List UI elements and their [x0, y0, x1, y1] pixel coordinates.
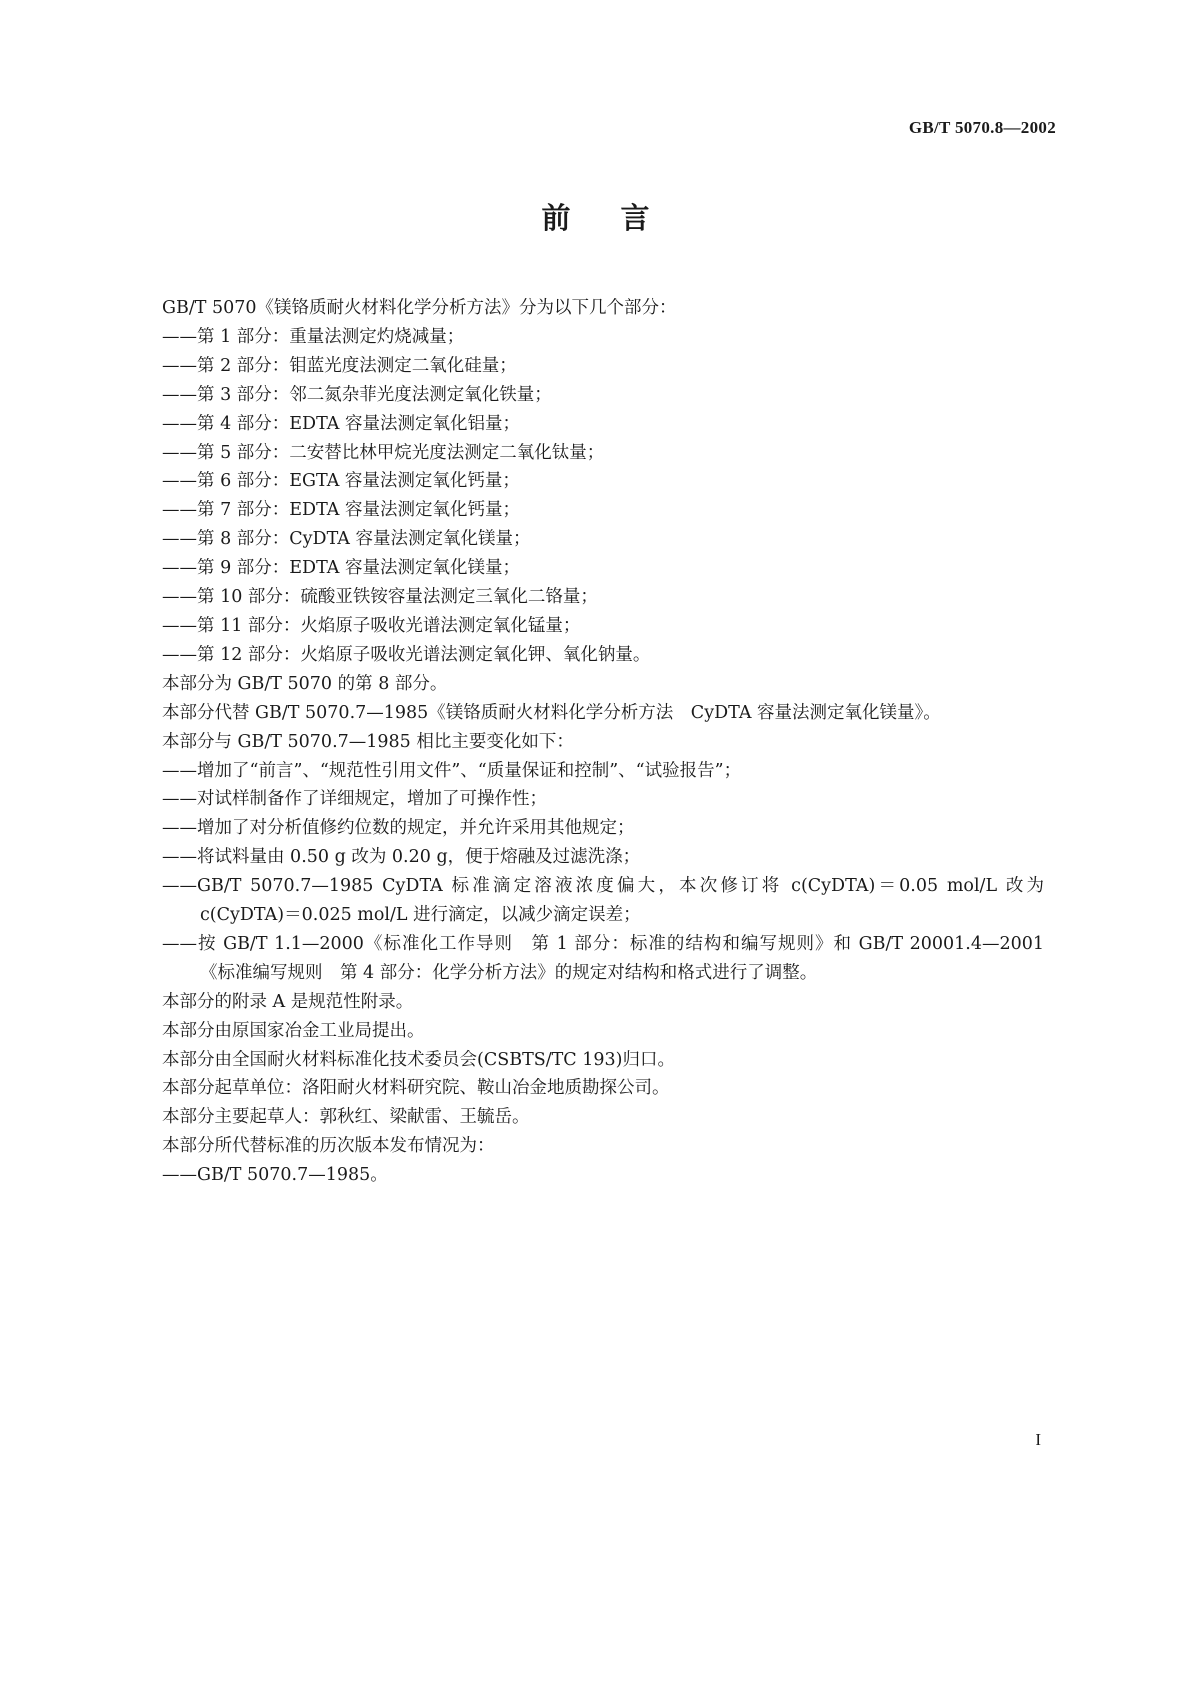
paragraph-centralized-by: 本部分由全国耐火材料标准化技术委员会(CSBTS/TC 193)归口。	[162, 1049, 675, 1070]
list-item-part-8: ——第 8 部分：CyDTA 容量法测定氧化镁量；	[162, 529, 531, 550]
list-item-change-5: ——GB/T 5070.7—1985 CyDTA 标准滴定溶液浓度偏大，本次修订将 c(CyDTA)＝0.05 mol/L 改为 c(CyDTA)＝0.025 mol/L 进行滴定，以减少滴定误差；	[162, 876, 1044, 926]
foreword-body	[162, 294, 1044, 1190]
paragraph-history-intro: 本部分所代替标准的历次版本发布情况为：	[162, 1136, 495, 1157]
list-item-part-9: ——第 9 部分：EDTA 容量法测定氧化镁量；	[162, 558, 520, 579]
list-item-change-4: ——将试料量由 0.50 g 改为 0.20 g，便于熔融及过滤洗涤；	[162, 847, 641, 868]
standard-code: GB/T 5070.8—2002	[908, 118, 1056, 137]
list-item-part-2: ——第 2 部分：钼蓝光度法测定二氧化硅量；	[162, 355, 517, 376]
list-item-part-5: ——第 5 部分：二安替比林甲烷光度法测定二氧化钛量；	[162, 442, 605, 463]
paragraph-appendix: 本部分的附录 A 是规范性附录。	[162, 991, 414, 1012]
paragraph-proposed-by: 本部分由原国家冶金工业局提出。	[162, 1020, 425, 1041]
paragraph-replaces: 本部分代替 GB/T 5070.7—1985《镁铬质耐火材料化学分析方法 CyDTA 容量法测定氧化镁量》。	[162, 702, 941, 723]
list-item-part-4: ——第 4 部分：EDTA 容量法测定氧化铝量；	[162, 413, 520, 434]
paragraph-drafters: 本部分主要起草人：郭秋红、梁献雷、王毓岳。	[162, 1107, 530, 1128]
list-item-change-1: ——增加了“前言”、“规范性引用文件”、“质量保证和控制”、“试验报告”；	[162, 760, 742, 781]
list-item-change-6: ——按 GB/T 1.1—2000《标准化工作导则 第 1 部分：标准的结构和编写规则》和 GB/T 20001.4—2001《标准编写规则 第 4 部分：化学分析方法》的规定对结构和格式进行了调整。	[162, 933, 1044, 983]
list-item-change-3: ——增加了对分析值修约位数的规定，并允许采用其他规定；	[162, 818, 635, 839]
list-item-part-6: ——第 6 部分：EGTA 容量法测定氧化钙量；	[162, 471, 520, 492]
page-title: 前言	[541, 201, 700, 235]
list-item-part-12: ——第 12 部分：火焰原子吸收光谱法测定氧化钾、氧化钠量。	[162, 644, 651, 665]
list-item-history-1: ——GB/T 5070.7—1985。	[162, 1165, 388, 1186]
paragraph-part-statement: 本部分为 GB/T 5070 的第 8 部分。	[162, 673, 448, 694]
list-item-part-1: ——第 1 部分：重量法测定灼烧减量；	[162, 326, 465, 347]
list-item-part-7: ——第 7 部分：EDTA 容量法测定氧化钙量；	[162, 500, 520, 521]
paragraph-changes-intro: 本部分与 GB/T 5070.7—1985 相比主要变化如下：	[162, 731, 574, 752]
paragraph-intro: GB/T 5070《镁铬质耐火材料化学分析方法》分为以下几个部分：	[162, 298, 677, 318]
list-item-change-2: ——对试样制备作了详细规定，增加了可操作性；	[162, 789, 547, 810]
list-item-part-11: ——第 11 部分：火焰原子吸收光谱法测定氧化锰量；	[162, 615, 581, 636]
page-number: I	[1035, 1430, 1041, 1449]
paragraph-drafting-units: 本部分起草单位：洛阳耐火材料研究院、鞍山冶金地质勘探公司。	[162, 1078, 670, 1099]
list-item-part-3: ——第 3 部分：邻二氮杂菲光度法测定氧化铁量；	[162, 384, 552, 405]
list-item-part-10: ——第 10 部分：硫酸亚铁铵容量法测定三氧化二铬量；	[162, 587, 598, 608]
